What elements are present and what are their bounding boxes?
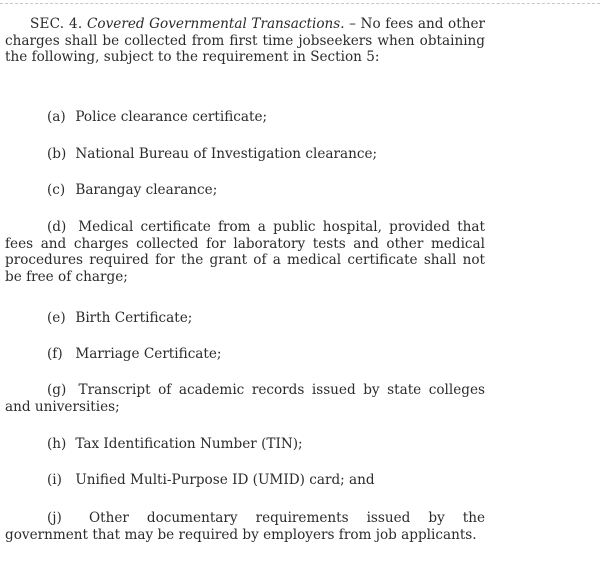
list-item-i [5, 472, 485, 489]
item-marker: (j) [47, 510, 62, 526]
item-text: Police clearance certificate; [75, 109, 268, 125]
item-marker: (f) [47, 346, 63, 362]
list-item-g [5, 382, 485, 415]
item-marker: (h) [47, 436, 67, 452]
item-marker: (g) [47, 382, 67, 398]
item-text: Other documentary requirements issued by the government that may be required by employers from job applicants. [5, 510, 485, 543]
list-item-d [5, 219, 485, 285]
item-text: Tax Identification Number (TIN); [75, 436, 303, 452]
section-heading-paragraph [5, 16, 485, 66]
top-divider [0, 3, 600, 4]
list-item-j [5, 510, 485, 543]
list-item-b [5, 146, 485, 163]
item-marker: (b) [47, 146, 67, 162]
list-item-f [5, 346, 485, 363]
item-marker: (a) [47, 109, 66, 125]
item-marker: (i) [47, 472, 62, 488]
item-text: Transcript of academic records issued by state colleges and universities; [5, 382, 485, 415]
section-label: SEC. 4. [30, 16, 83, 32]
item-marker: (c) [47, 182, 66, 198]
item-marker: (d) [47, 219, 67, 235]
item-marker: (e) [47, 310, 66, 326]
item-text: National Bureau of Investigation clearance; [75, 146, 378, 162]
section-intro: No fees and other charges shall be collected from first time jobseekers when obtaining the following, subject to the requirement in Section 5: [5, 16, 485, 65]
list-item-c [5, 182, 485, 199]
list-item-e [5, 310, 485, 327]
item-text: Unified Multi-Purpose ID (UMID) card; and [75, 472, 375, 488]
list-item-a [5, 109, 485, 126]
list-item-h [5, 436, 485, 453]
item-text: Barangay clearance; [75, 182, 218, 198]
document-page [5, 16, 486, 543]
item-text: Medical certificate from a public hospital, provided that fees and charges collected for laboratory tests and other medical procedures required for the grant of a medical certificate shall not be free of charge; [5, 219, 486, 285]
item-text: Marriage Certificate; [75, 346, 222, 362]
item-text: Birth Certificate; [75, 310, 193, 326]
section-title: Covered Governmental Transactions. [87, 16, 345, 32]
section-dash: – [344, 16, 361, 32]
